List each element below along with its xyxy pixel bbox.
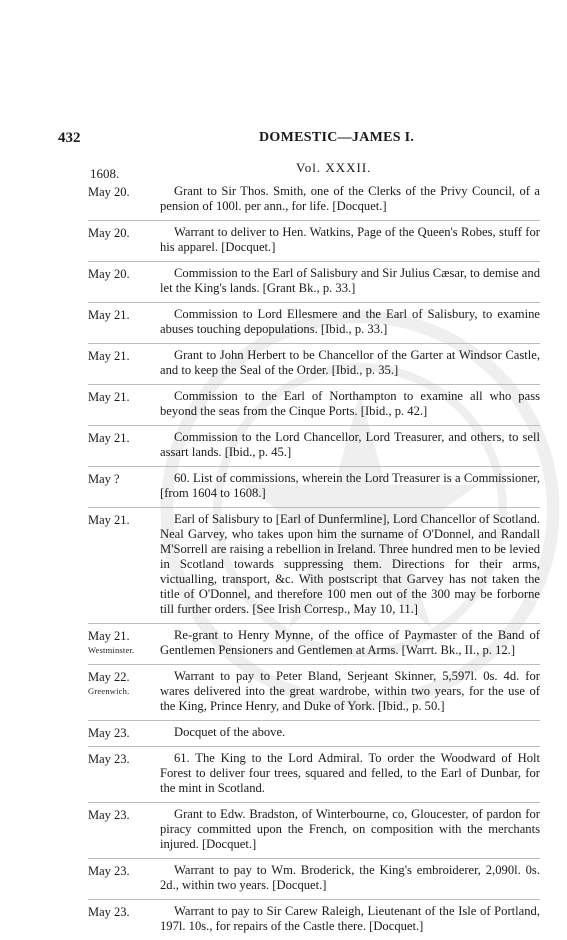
entry-date-cell — [88, 629, 152, 655]
calendar-entry — [88, 384, 540, 425]
entry-date-cell — [88, 864, 152, 879]
entry-date-cell — [88, 185, 152, 200]
entry-text: Warrant to pay to Wm. Broderick, the King's embroiderer, 2,090l. 0s. 2d., within two years. [Docquet.] — [160, 863, 540, 892]
calendar-entry — [88, 664, 540, 720]
entry-date: May 21. — [88, 349, 130, 363]
entry-date: May 23. — [88, 752, 130, 766]
entry-date-cell — [88, 808, 152, 823]
volume-heading: Vol. XXXII. — [296, 160, 372, 175]
calendar-entry — [88, 858, 540, 899]
page-number: 432 — [58, 130, 81, 146]
entry-date: May 23. — [88, 726, 130, 740]
entry-text: Docquet of the above. — [174, 725, 286, 739]
entry-date-cell — [88, 472, 152, 487]
entry-date-cell — [88, 513, 152, 528]
entry-date-cell — [88, 267, 152, 282]
entry-date: May 23. — [88, 808, 130, 822]
entry-text: Warrant to pay to Sir Carew Raleigh, Lieutenant of the Isle of Portland, 197l. 10s., for repairs of the Castle there. [Docquet.] — [160, 904, 540, 933]
entry-date-cell — [88, 390, 152, 405]
calendar-entry — [88, 425, 540, 466]
calendar-entry — [88, 899, 540, 940]
entry-date: May 21. — [88, 513, 130, 527]
entry-text: Re-grant to Henry Mynne, of the office of Paymaster of the Band of Gentlemen Pensioners and Gentlemen at Arms. [Warrt. Bk., II., p. 12.] — [160, 628, 540, 657]
entry-date: May 22. — [88, 670, 130, 684]
calendar-entries — [88, 180, 540, 940]
entry-date-cell — [88, 349, 152, 364]
entry-text: 61. The King to the Lord Admiral. To order the Woodward of Holt Forest to deliver four trees, squared and felled, to the Earl of Dunbar, for the mint in Scotland. — [160, 751, 540, 795]
calendar-entry — [88, 746, 540, 802]
calendar-entry — [88, 343, 540, 384]
entry-text: Grant to Sir Thos. Smith, one of the Clerks of the Privy Council, of a pension of 100l. per ann., for life. [Docquet.] — [160, 184, 540, 213]
running-title: DOMESTIC—JAMES I. — [259, 130, 415, 145]
entry-date: May 20. — [88, 226, 130, 240]
entry-date-cell — [88, 431, 152, 446]
calendar-entry — [88, 220, 540, 261]
page-header — [0, 130, 567, 148]
calendar-entry — [88, 802, 540, 858]
entry-date: May ? — [88, 472, 120, 486]
calendar-entry — [88, 302, 540, 343]
calendar-entry — [88, 623, 540, 664]
entry-date: May 21. — [88, 629, 130, 643]
calendar-entry — [88, 507, 540, 623]
entry-date: May 23. — [88, 905, 130, 919]
entry-text: 60. List of commissions, wherein the Lord Treasurer is a Commissioner, [from 1604 to 1608.] — [160, 471, 540, 500]
entry-date-cell — [88, 308, 152, 323]
entry-text: Commission to Lord Ellesmere and the Earl of Salisbury, to examine abuses touching depopulations. [Ibid., p. 33.] — [160, 307, 540, 336]
entry-date: May 21. — [88, 390, 130, 404]
year-label: 1608. — [90, 166, 120, 181]
entry-text: Commission to the Earl of Northampton to examine all who pass beyond the seas from the Cinque Ports. [Ibid., p. 42.] — [160, 389, 540, 418]
entry-date: May 23. — [88, 864, 130, 878]
entry-date-cell — [88, 726, 152, 741]
entry-text: Commission to the Lord Chancellor, Lord Treasurer, and others, to sell assart lands. [Ibid., p. 45.] — [160, 430, 540, 459]
entry-text: Warrant to pay to Peter Bland, Serjeant Skinner, 5,597l. 0s. 4d. for wares delivered into the great wardrobe, within two years, for the use of the King, Prince Henry, and Duke of York. [Ibid., p. 50.] — [160, 669, 540, 713]
entry-date: May 20. — [88, 185, 130, 199]
entry-date-cell — [88, 752, 152, 767]
entry-date-cell — [88, 670, 152, 696]
calendar-entry — [88, 720, 540, 746]
entry-text: Grant to Edw. Bradston, of Winterbourne, co, Gloucester, of pardon for piracy committed upon the French, on composition with the merchants injured. [Docquet.] — [160, 807, 540, 851]
entry-text: Commission to the Earl of Salisbury and Sir Julius Cæsar, to demise and let the King's lands. [Grant Bk., p. 33.] — [160, 266, 540, 295]
entry-date-cell — [88, 905, 152, 920]
calendar-entry — [88, 180, 540, 220]
entry-text: Warrant to deliver to Hen. Watkins, Page of the Queen's Robes, stuff for his apparel. [Docquet.] — [160, 225, 540, 254]
calendar-entry — [88, 466, 540, 507]
entry-date: May 21. — [88, 308, 130, 322]
entry-text: Grant to John Herbert to be Chancellor of the Garter at Windsor Castle, and to keep the Seal of the Order. [Ibid., p. 35.] — [160, 348, 540, 377]
entry-place: Greenwich. — [88, 686, 130, 696]
calendar-entry — [88, 261, 540, 302]
entry-place: Westminster. — [88, 645, 135, 655]
entry-date: May 21. — [88, 431, 130, 445]
entry-date-cell — [88, 226, 152, 241]
entry-date: May 20. — [88, 267, 130, 281]
entry-text: Earl of Salisbury to [Earl of Dunfermline], Lord Chancellor of Scotland. Neal Garvey, who takes upon him the surname of O'Donnel, and Randall M'Sorrell are raising a rebellion in Ireland. Three hundred men to be levied in Scotland towards suppressing them. Directions for their arms, victualling, transport, &c. With postscript that Garvey has not taken the title of O'Donnel, and therefore 100 men out of the 300 may be forborne till further orders. [See Irish Corresp., May 10, 11.] — [160, 512, 540, 616]
